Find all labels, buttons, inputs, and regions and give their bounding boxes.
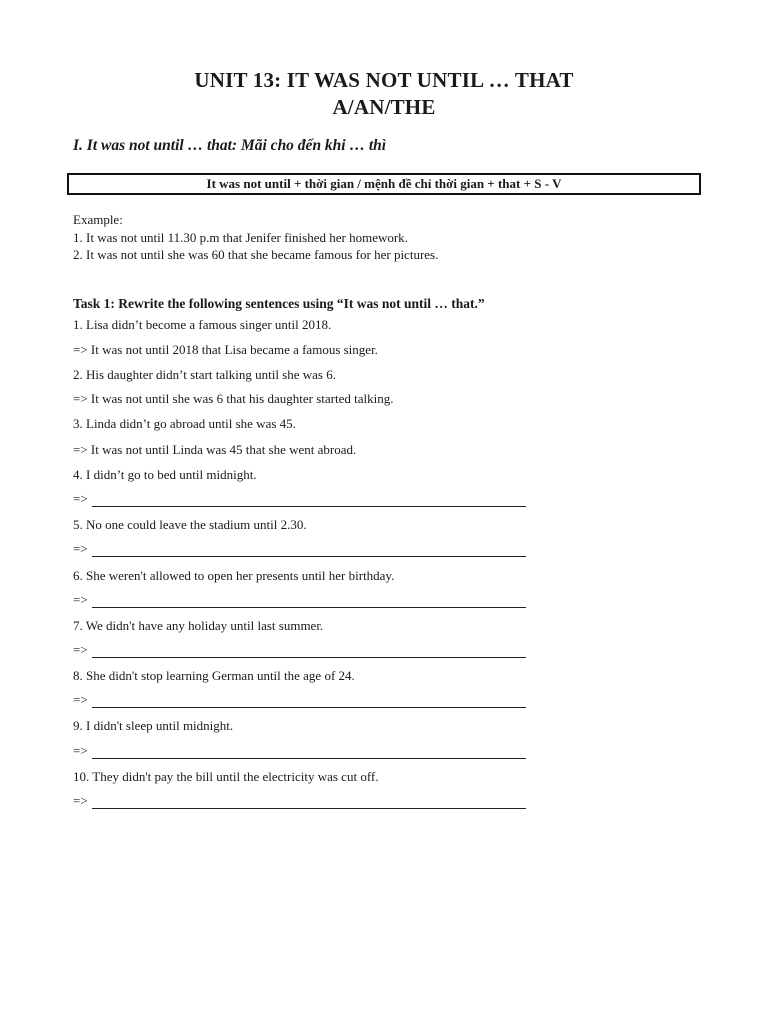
answer-blank-6[interactable]	[92, 593, 526, 608]
answer-row-4	[73, 491, 526, 507]
question-7: 7. We didn't have any holiday until last summer.	[73, 618, 324, 633]
question-6: 6. She weren't allowed to open her presents until her birthday.	[73, 568, 395, 583]
answer-arrow: =>	[73, 743, 88, 758]
answer-3: => It was not until Linda was 45 that she went abroad.	[73, 442, 357, 457]
question-1: 1. Lisa didn’t become a famous singer until 2018.	[73, 317, 332, 332]
question-9: 9. I didn't sleep until midnight.	[73, 718, 234, 733]
answer-blank-5[interactable]	[92, 542, 526, 557]
answer-arrow: =>	[73, 541, 88, 556]
answer-row-5	[73, 541, 526, 557]
answer-row-10	[73, 793, 526, 809]
unit-title-line1: UNIT 13: IT WAS NOT UNTIL … THAT	[194, 68, 574, 92]
answer-2: => It was not until she was 6 that his daughter started talking.	[73, 391, 394, 406]
question-4: 4. I didn’t go to bed until midnight.	[73, 467, 257, 482]
answer-blank-7[interactable]	[92, 643, 526, 658]
answer-1: => It was not until 2018 that Lisa became a famous singer.	[73, 342, 378, 357]
answer-blank-10[interactable]	[92, 794, 526, 809]
example-label: Example:	[73, 212, 123, 227]
section-heading: I. It was not until … that: Mãi cho đến khi … thì	[73, 137, 387, 154]
answer-arrow: =>	[73, 592, 88, 607]
example-2: 2. It was not until she was 60 that she became famous for her pictures.	[73, 247, 439, 262]
example-1: 1. It was not until 11.30 p.m that Jenifer finished her homework.	[73, 230, 408, 245]
answer-row-7	[73, 642, 526, 658]
answer-row-9	[73, 743, 526, 759]
answer-arrow: =>	[73, 692, 88, 707]
answer-blank-8[interactable]	[92, 693, 526, 708]
question-8: 8. She didn't stop learning German until the age of 24.	[73, 668, 355, 683]
answer-row-6	[73, 592, 526, 608]
answer-blank-9[interactable]	[92, 744, 526, 759]
question-2: 2. His daughter didn’t start talking until she was 6.	[73, 367, 336, 382]
answer-arrow: =>	[73, 491, 88, 506]
task-heading: Task 1: Rewrite the following sentences using “It was not until … that.”	[73, 296, 485, 311]
answer-blank-4[interactable]	[92, 492, 526, 507]
answer-arrow: =>	[73, 642, 88, 657]
unit-title-line2: A/AN/THE	[332, 95, 436, 119]
answer-row-8	[73, 692, 526, 708]
formula-box: It was not until + thời gian / mệnh đề chỉ thời gian + that + S - V	[67, 173, 701, 195]
question-10: 10. They didn't pay the bill until the electricity was cut off.	[73, 769, 379, 784]
question-5: 5. No one could leave the stadium until 2.30.	[73, 517, 307, 532]
question-3: 3. Linda didn’t go abroad until she was 45.	[73, 416, 296, 431]
answer-arrow: =>	[73, 793, 88, 808]
